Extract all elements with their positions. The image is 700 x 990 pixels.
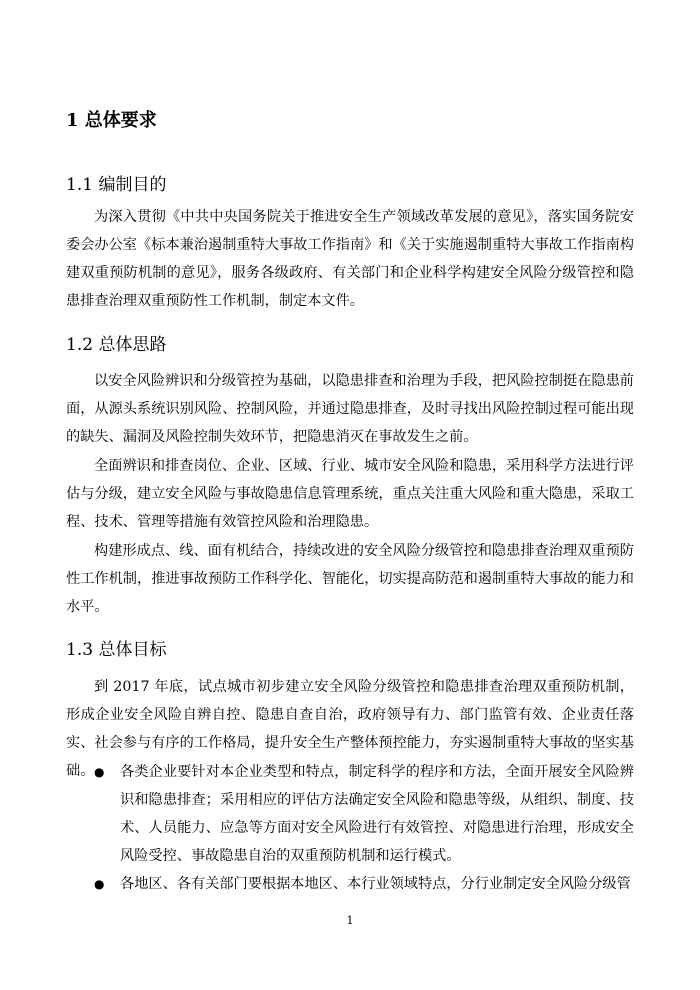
bullet-dot-icon: ● [94,877,105,891]
paragraph-goals: 到 2017 年底，试点城市初步建立安全风险分级管控和隐患排查治理双重预防机制，形成企业安全风险自辨自控、隐患自查自治，政府领导有力、部门监管有效、企业责任落实、社会参与有序的工作格局，提升安全生产整体预控能力，夯实遏制重特大事故的坚实基础。 [66,679,634,779]
bullet-text: 各类企业要针对本企业类型和特点，制定科学的程序和方法，全面开展安全风险辨识和隐患排查；采用相应的评估方法确定安全风险和隐患等级，从组织、制度、技术、人员能力、应急等方面对安全风险进行有效管控、对隐患进行治理，形成安全风险受控、事故隐患自治的双重预防机制和运行模式。 [120,764,634,864]
section-heading-1: 1 总体要求 [66,110,157,131]
paragraph-approach-2: 全面辨识和排查岗位、企业、区域、行业、城市安全风险和隐患，采用科学方法进行评估与分级，建立安全风险与事故隐患信息管理系统，重点关注重大风险和重大隐患，采取工程、技术、管理等措施有效管控风险和治理隐患。 [66,458,634,530]
paragraph-purpose: 为深入贯彻《中共中央国务院关于推进安全生产领域改革发展的意见》，落实国务院安委会办公室《标本兼治遏制重特大事故工作指南》和《关于实施遏制重特大事故工作指南构建双重预防机制的意见》，服务各级政府、有关部门和企业科学构建安全风险分级管控和隐患排查治理双重预防性工作机制，制定本文件。 [66,209,634,309]
section-heading-1-3: 1.3 总体目标 [66,640,167,660]
section-heading-1-2: 1.2 总体思路 [66,335,167,355]
section-heading-1-1: 1.1 编制目的 [66,175,167,195]
paragraph-approach-3: 构建形成点、线、面有机结合，持续改进的安全风险分级管控和隐患排查治理双重预防性工作机制，推进事故预防工作科学化、智能化，切实提高防范和遏制重特大事故的能力和水平。 [66,543,634,615]
page-number: 1 [346,914,354,927]
bullet-item-enterprises [94,758,634,870]
paragraph-approach-1: 以安全风险辨识和分级管控为基础，以隐患排查和治理为手段，把风险控制挺在隐患前面，从源头系统识别风险、控制风险，并通过隐患排查，及时寻找出风险控制过程可能出现的缺失、漏洞及风险控制失效环节，把隐患消灭在事故发生之前。 [66,373,634,445]
bullet-text: 各地区、各有关部门要根据本地区、本行业领域特点，分行业制定安全风险分级管 [120,876,631,892]
bullet-item-regions [94,870,634,898]
bullet-dot-icon: ● [94,765,105,779]
